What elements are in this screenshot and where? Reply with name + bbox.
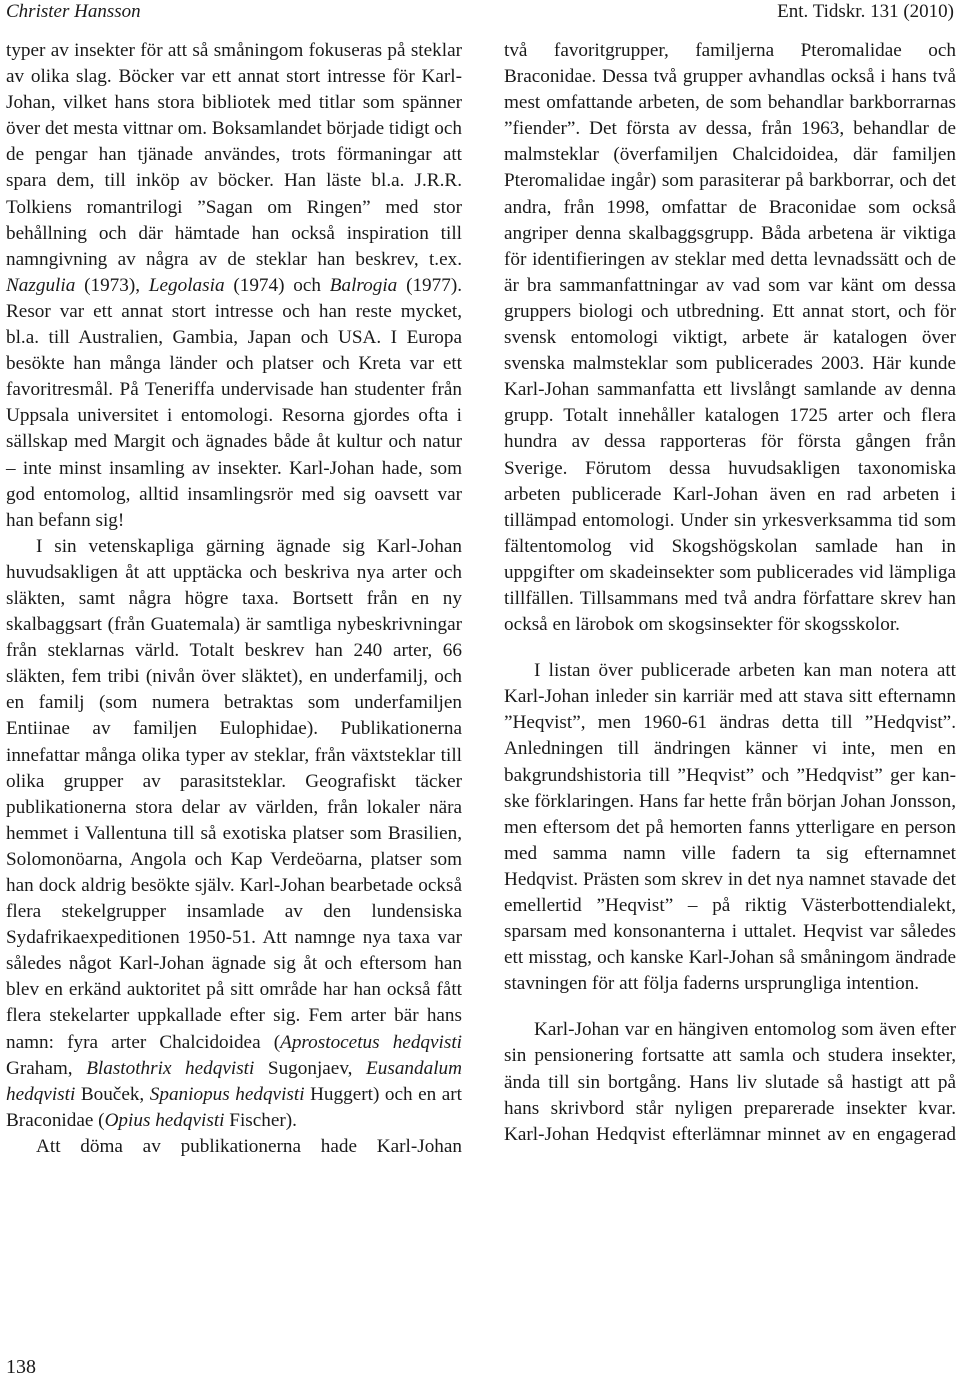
text-run: (1977). Resor var ett annat stort intresse och han reste mycket, bl.a. till Australien, Gambia, Japan och USA. I Europa besökte han många länder och platser och Kreta var ett favoritresmål. På Teneriffa undervisade han studenter från Uppsala universitet i entomologi. Resorna gjordes ofta i sällskap med Margit och ägnades både åt kultur och natur – inte minst insamling av insekter. Karl-Johan hade, som god entomolog, alltid insamlingsrör med sig oavsett var han befann sig! <box>6 274 463 531</box>
paragraph-3: Att döma av publikationerna hade Karl-Johan <box>36 1135 462 1157</box>
text-run: I sin vetenskapliga gärning ägnade sig Karl-Johan huvudsakligen åt att upptäcka och beskriva nya arter och släkten, samt några högre taxa. Bortsett från en ny skalbaggsart (från Guatemala) är samtliga nybeskrivningar från steklarnas värld. Totalt beskrev han 240 arter, 66 släkten, fem tribi (nivån över släktet), en underfamilj, och en familj (som numera betraktas som underfamiljen Entiinae av familjen Eulophidae). Publikationerna innefattar många olika typer av steklar, från växtsteklar till olika grupper av parasitsteklar. Geografiskt täcker publikationerna stora delar av världen, från lokaler nära hemmet i Vallentuna till så exotiska platser som Brasilien, Solomonöarna, Angola och Kap Verdeöarna, platser som han dock aldrig besökte själv. Karl-Johan bearbetade också flera stekelgrupper insamlade av den lundensiska Sydafrikaexpeditionen 1950-51. Att namnge nya taxa var således något Karl-Johan ägnade sig åt och eftersom han blev en erkänd auktoritet på sitt område har han också fått flera stekelarter uppkallade efter sig. Fem arter bär hans namn: fyra arter Chalcidoidea ( <box>6 535 462 1053</box>
paragraph-2: I listan över publicerade arbeten kan man notera att Karl-Johan inleder sin karriär med att stava sitt efternamn ”Heqvist”, men 1960-61 ändras detta till ”Hedqvist”. Anledningen till ändringen känner vi inte, men en bakgrundshistoria till ”Heqvist” och ”Hedqvist” ger kanske förklaringen. Hans far hette från början Johan Jonsson, men eftersom det på hemorten fanns ytterligare en person med samma namn ville fadern ta sig efternamnet Hedqvist. Prästen som skrev in det nya namnet stavade det emellertid ”Heqvist” – på riktig Västerbottendialekt, sparsam med konsonanterna i uttalet. Heqvist var således ett misstag, och kanske Karl-Johan så småningom ändrade stavningen för att följa faderns ursprungliga intention. <box>504 660 956 995</box>
paragraph-3: Karl-Johan var en hängiven entomolog som även efter sin pensionering fortsatte att samla och studera insekter, ända till sin bortgång. Hans liv slutade så hastigt att på hans skrivbord står nyligen preparerade insekter kvar. Karl-Johan Hedqvist efterlämnar minnet av en engagerad <box>504 1019 956 1145</box>
text-run: Fischer). <box>224 1109 297 1131</box>
species-name: Blastothrix hedqvisti <box>86 1057 255 1079</box>
species-name: Aprostocetus hedqvisti <box>280 1031 462 1053</box>
left-column <box>6 38 462 1160</box>
taxon-name: Nazgulia <box>6 274 76 296</box>
page-number: 138 <box>6 1356 36 1378</box>
taxon-name: Legolasia <box>148 274 225 296</box>
right-column <box>504 38 956 1148</box>
species-name: Opius hedqvisti <box>104 1109 225 1131</box>
running-header-author: Christer Hansson <box>6 1 141 22</box>
text-run: Bouček, <box>75 1083 150 1105</box>
taxon-name: Balrogia <box>329 274 398 296</box>
running-header-journal: Ent. Tidskr. 131 (2010) <box>777 1 954 22</box>
paragraph-2 <box>6 534 462 1134</box>
paragraph-1: två favoritgrupper, familjerna Pteromalidae och Braconidae. Dessa två grupper avhandlas också i hans två mest omfattande arbeten, de som behandlar barkborrarnas ”fiender”. Det första av dessa, från 1963, behandlar de malmsteklar (överfamiljen Chalcidoidea, där familjen Pteromalidae ingår) som parasiterar på barkborrar, och det andra, från 1998, omfattar de Braconidae som också angriper denna skalbaggsgrupp. Båda arbetena är viktiga för identifieringen av steklar med detta levnadssätt och de är bra sammanfattningar av vad som var känt om dessa gruppers biologi och utbredning. Ett annat stort, och för svensk entomologi viktigt, arbete är katalogen över svenska malmsteklar som publicerades 2003. Här kunde Karl-Johan sammanfatta ett livslångt samlande av denna grupp. Totalt innehåller katalogen 1725 arter och flera hundra av dessa rapporteras för första gången från Sverige. Förutom dessa huvudsakligen taxonomiska arbeten publicerade Karl-Johan även en rad arbeten i tillämpad entomologi. Under sin yrkesverksamma tid som fältentomolog vid Skogshögskolan samlade han in uppgifter om skadeinsekter som publicerades vid lämpliga tillfällen. Tillsammans med två andra författare skrev han också en lärobok om skogsinsekter för skogsskolor. <box>504 40 956 636</box>
text-run: Sugonjaev, <box>254 1057 367 1079</box>
text-run: (1973), <box>75 274 149 296</box>
species-name: Spaniopus hedqvisti <box>149 1083 305 1105</box>
text-run: (1974) och <box>224 274 330 296</box>
text-run: Graham, <box>6 1057 87 1079</box>
text-run: typer av insekter för att så småningom fokuseras på steklar av olika slag. Böcker var ett annat stort intresse för Karl-Johan, vilket hans stora bibliotek med titlar som spänner över det mesta vittnar om. Boksamlandet började tidigt och de pengar han tjänade användes, trots förmaningar att spara dem, till inköp av böcker. Han läste bl.a. J.R.R. Tolkiens romantrilogi ”Sagan om Ringen” med stor behållning och där hämtade han också inspiration till namngivning av några av de steklar han beskrev, t.ex. <box>6 40 462 270</box>
text-run: Huggert) och en art Braconidae ( <box>6 1083 462 1131</box>
paragraph-1 <box>6 38 462 534</box>
species-name: Eusandalum hedqvisti <box>6 1057 462 1105</box>
